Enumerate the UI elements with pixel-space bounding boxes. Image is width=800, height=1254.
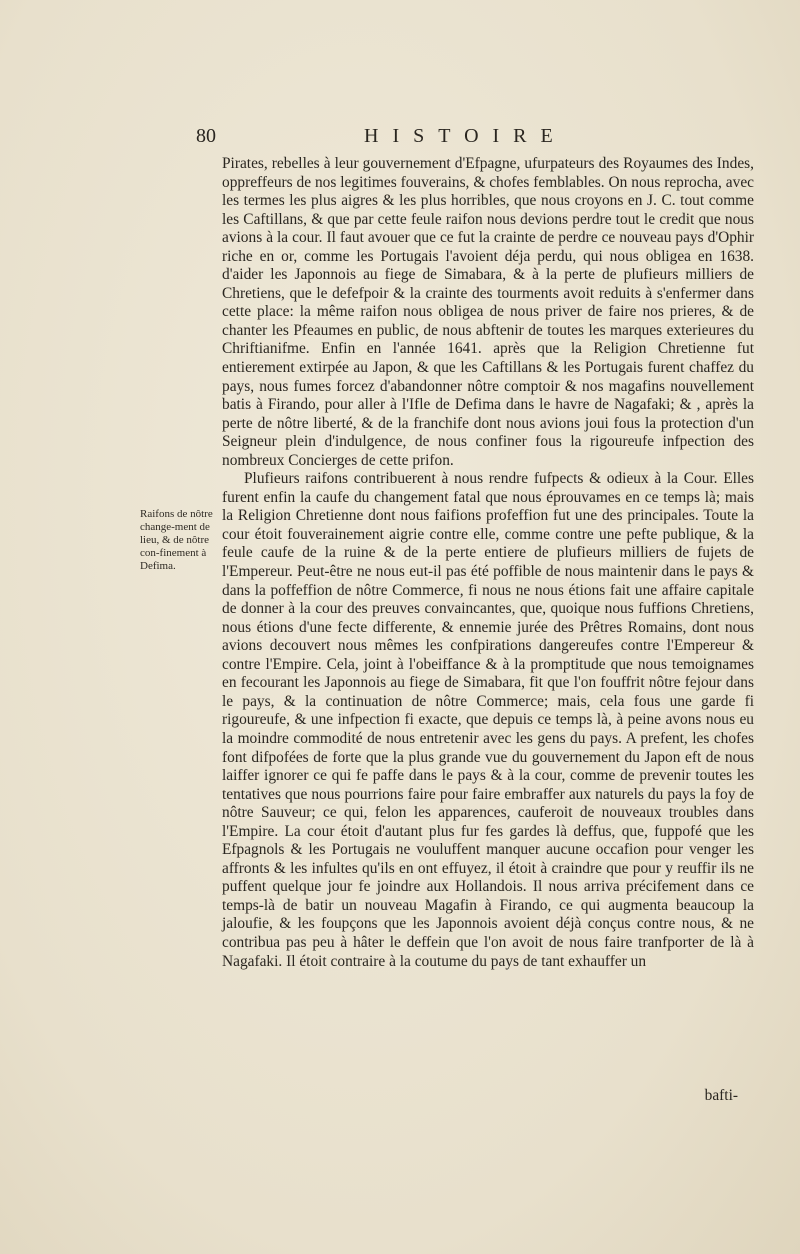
catchword: bafti- <box>704 1087 738 1104</box>
page-number: 80 <box>196 125 216 147</box>
margin-note: Raifons de nôtre change-ment de lieu, & de nôtre con-finement à Defima. <box>140 508 213 572</box>
page-header <box>196 125 756 151</box>
body-text <box>222 155 754 971</box>
running-title: HISTOIRE <box>364 125 567 147</box>
paragraph-1: Pirates, rebelles à leur gouvernement d'Efpagne, ufurpateurs des Royaumes des Indes, oppreffeurs de nos legitimes fouverains, & chofes femblables. On nous reprocha, avec les termes les plus aigres & les plus horribles, que nous croyons en J. C. tout comme les Caftillans, & que par cette feule raifon nous devions perdre tout le credit que nous avions à la cour. Il faut avouer que ce fut la crainte de perdre ce nouveau pays d'Ophir riche en or, comme les Portugais l'avoient déja perdu, qui nous obligea en 1638. d'aider les Japonnois au fiege de Simabara, & à la perte de plufieurs milliers de Chretiens, que le defefpoir & la crainte des tourments avoit reduits à s'enfermer dans cette place: la même raifon nous obligea de nous priver de faire nos prieres, & de chanter les Pfeaumes en public, de nous abftenir de toutes les marques exterieures du Chriftianifme. Enfin en l'année 1641. après que la Religion Chretienne fut entierement extirpée au Japon, & que les Caftillans & les Portugais furent chaffez du pays, nous fumes forcez d'abandonner nôtre comptoir & nos magafins nouvellement batis à Firando, pour aller à l'Ifle de Defima dans le havre de Nagafaki; & , après la perte de nôtre liberté, & de la franchife dont nous avions joui fous la protection d'un Seigneur plein d'indulgence, de nous confiner fous la rigoureufe infpection des nombreux Concierges de cette prifon. <box>222 155 754 469</box>
paragraph-2: Plufieurs raifons contribuerent à nous rendre fufpects & odieux à la Cour. Elles furent enfin la caufe du changement fatal que nous éprouvames en ce temps là; mais la Religion Chretienne dont nous faifions profeffion fut une des principales. Toute la cour étoit fouverainement aigrie contre elle, comme contre une pefte publique, & la feule caufe de la ruine & de la perte entiere de plufieurs milliers de fujets de l'Empereur. Peut-être ne nous eut-il pas été poffible de nous maintenir dans le pays & dans la poffeffion de nôtre Commerce, fi nous ne nous étions fait une affaire capitale de donner à la cour des preuves convaincantes, que, quoique nous fuffions Chretiens, nous étions d'une fecte differente, & ennemie jurée des Prêtres Romains, dont nous avions decouvert nous mêmes les confpirations dangereufes contre l'Empereur & contre l'Empire. Cela, joint à l'obeiffance & à la promptitude que nous temoignames en fecourant les Japonnois au fiege de Simabara, fit que l'on fouffrit nôtre fejour dans le pays, & la continuation de nôtre Commerce; mais, cela fous une garde fi rigoureufe, & une infpection fi exacte, que depuis ce temps là, à peine avons nous eu la moindre commodité de nous entretenir avec les gens du pays. A prefent, les chofes font difpofées de forte que la plus grande vue du gouvernement du Japon eft de nous laiffer ignorer ce qui fe paffe dans le pays & à la cour, comme de prevenir toutes les tentatives que nous pourrions faire pour faire embraffer aux naturels du pays la foy de nôtre Sauveur; ce qui, felon les apparences, cauferoit de nouveaux troubles dans l'Empire. La cour étoit d'autant plus fur fes gardes là deffus, que, fuppofé que les Efpagnols & les Portugais ne vouluffent manquer aucune occafion pour venger les affronts & les infultes qu'ils en ont effuyez, il étoit à craindre que pour y reuffir ils ne puffent quelque jour fe joindre aux Hollandois. Il nous arriva précifement dans ce temps-là de batir un nouveau Magafin à Firando, ce qui augmenta beaucoup la jaloufie, & les foupçons que les Japonnois avoient déjà conçus contre nous, & ne contribua pas peu à hâter le deffein que l'on avoit de nous faire tranfporter de là à Nagafaki. Il étoit contraire à la coutume du pays de tant exhauffer un <box>222 470 754 970</box>
